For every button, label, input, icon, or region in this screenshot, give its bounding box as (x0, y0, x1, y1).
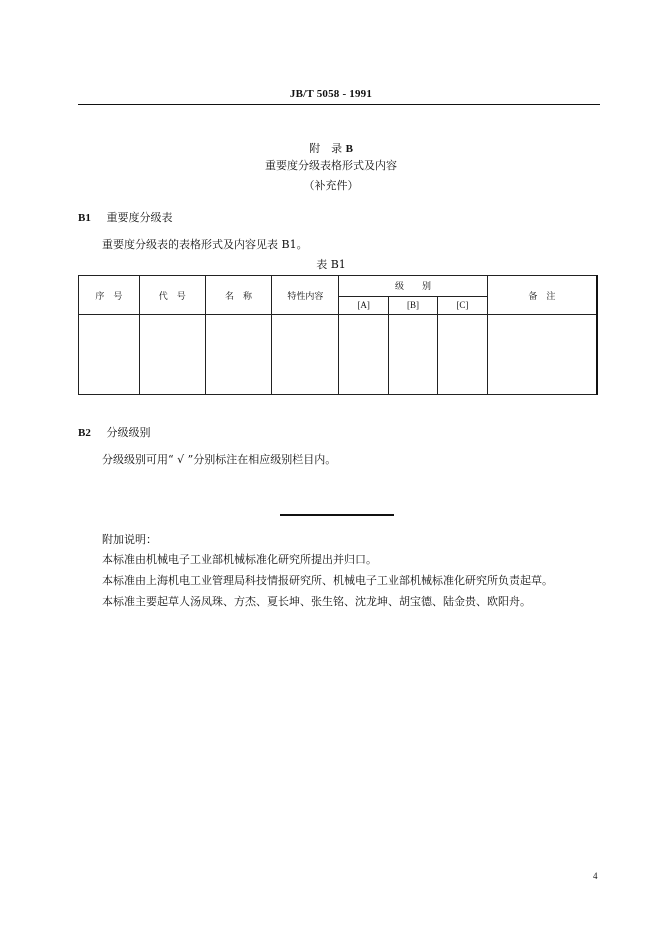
importance-grading-table (78, 275, 598, 395)
table-cell-level-a (339, 315, 389, 395)
section-b1-heading (78, 209, 173, 225)
table-cell-remarks (487, 315, 597, 395)
section-b2-heading (78, 424, 151, 440)
section-b2-number: B2 (78, 427, 91, 439)
additional-note-line-1: 本标准由机械电子工业部机械标准化研究所提出并归口。 (102, 553, 377, 566)
section-b1-number: B1 (78, 212, 91, 224)
header-name: 名 称 (205, 276, 272, 315)
table-cell-characteristic (272, 315, 339, 395)
table-row (79, 315, 598, 395)
header-seq: 序 号 (79, 276, 140, 315)
closing-rule (280, 514, 394, 516)
appendix-title (0, 140, 662, 156)
appendix-title-prefix: 附 录 (309, 142, 343, 155)
header-level: 级 别 (339, 276, 488, 297)
appendix-subtitle: 重要度分级表格形式及内容 (265, 159, 397, 172)
header-level-a: [A] (339, 296, 389, 314)
standard-code: JB/T 5058 - 1991 (289, 88, 373, 100)
header-rule (78, 104, 600, 105)
additional-note-line-2: 本标准由上海机电工业管理局科技情报研究所、机械电子工业部机械标准化研究所负责起草。 (102, 574, 553, 587)
header-level-c: [C] (437, 296, 487, 314)
appendix-title-letter: B (345, 143, 353, 155)
table-cell-level-b (389, 315, 438, 395)
table-caption: 表 B1 (316, 258, 346, 271)
header-remarks: 备 注 (487, 276, 597, 315)
table-cell-seq (79, 315, 140, 395)
table-cell-code (139, 315, 205, 395)
page-number: 4 (593, 871, 598, 881)
section-b2-title: 分级级别 (106, 426, 151, 439)
header-level-b: [B] (389, 296, 438, 314)
additional-note-line-3: 本标准主要起草人汤凤珠、方杰、夏长坤、张生铭、沈龙坤、胡宝德、陆金贵、欧阳舟。 (102, 595, 531, 608)
table-cell-level-c (437, 315, 487, 395)
section-b2-paragraph: 分级级别可用“ √ ”分别标注在相应级别栏目内。 (102, 453, 337, 466)
section-b1-title: 重要度分级表 (106, 211, 173, 224)
header-characteristic: 特性内容 (272, 276, 339, 315)
section-b1-paragraph: 重要度分级表的表格形式及内容见表 B1。 (102, 238, 308, 251)
header-code: 代 号 (139, 276, 205, 315)
appendix-note: （补充件） (303, 179, 359, 192)
additional-notes-heading: 附加说明： (102, 533, 157, 546)
table-cell-name (205, 315, 272, 395)
